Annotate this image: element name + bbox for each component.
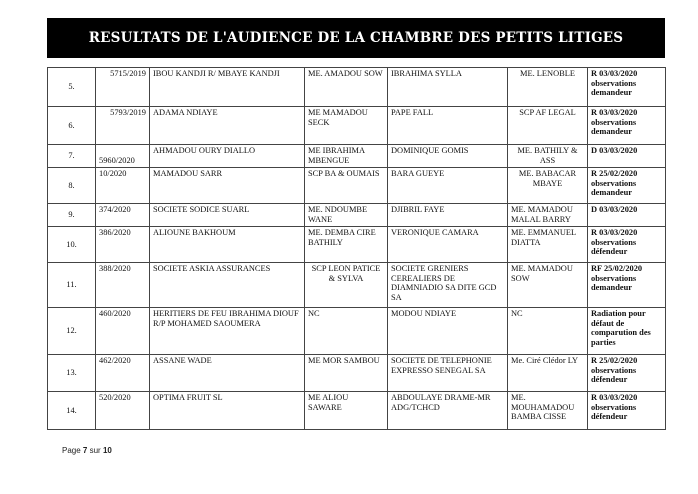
footer-page-number: 7 bbox=[82, 446, 88, 455]
row-number: 6. bbox=[48, 107, 96, 145]
defendant: ABDOULAYE DRAME-MR ADG/TCHCD bbox=[388, 392, 508, 430]
table-row bbox=[48, 308, 666, 355]
row-number: 7. bbox=[48, 145, 96, 168]
table-row bbox=[48, 145, 666, 168]
row-number: 10. bbox=[48, 227, 96, 263]
plaintiff-lawyer: ME MAMADOU SECK bbox=[305, 107, 388, 145]
defendant: SOCIETE GRENIERS CEREALIERS DE DIAMNIADIO SA DITE GCD SA bbox=[388, 263, 508, 308]
defendant-lawyer: SCP AF LEGAL bbox=[508, 107, 588, 145]
defendant: MODOU NDIAYE bbox=[388, 308, 508, 355]
decision: R 03/03/2020 observations défendeur bbox=[588, 392, 666, 430]
row-number: 13. bbox=[48, 355, 96, 392]
defendant: PAPE FALL bbox=[388, 107, 508, 145]
row-number: 14. bbox=[48, 392, 96, 430]
defendant: IBRAHIMA SYLLA bbox=[388, 68, 508, 107]
defendant: VERONIQUE CAMARA bbox=[388, 227, 508, 263]
defendant: DJIBRIL FAYE bbox=[388, 204, 508, 227]
decision: R 03/03/2020 observations demandeur bbox=[588, 68, 666, 107]
case-parties: OPTIMA FRUIT SL bbox=[150, 392, 305, 430]
case-reference: 388/2020 bbox=[96, 263, 150, 308]
defendant-lawyer: NC bbox=[508, 308, 588, 355]
case-parties: SOCIETE SODICE SUARL bbox=[150, 204, 305, 227]
defendant-lawyer: ME. MOUHAMADOU BAMBA CISSE bbox=[508, 392, 588, 430]
results-table bbox=[47, 67, 666, 430]
table-row bbox=[48, 392, 666, 430]
defendant-lawyer: ME. MAMADOU SOW bbox=[508, 263, 588, 308]
page-footer bbox=[62, 446, 112, 455]
defendant: BARA GUEYE bbox=[388, 168, 508, 204]
case-reference: 5960/2020 bbox=[96, 145, 150, 168]
case-reference: 10/2020 bbox=[96, 168, 150, 204]
defendant-lawyer: ME. BABACAR MBAYE bbox=[508, 168, 588, 204]
case-parties: SOCIETE ASKIA ASSURANCES bbox=[150, 263, 305, 308]
row-number: 5. bbox=[48, 68, 96, 107]
table-row bbox=[48, 107, 666, 145]
table-row bbox=[48, 204, 666, 227]
decision: R 25/02/2020 observations défendeur bbox=[588, 355, 666, 392]
defendant-lawyer: ME. LENOBLE bbox=[508, 68, 588, 107]
table-row bbox=[48, 227, 666, 263]
page-title-banner bbox=[47, 18, 665, 58]
table-row bbox=[48, 168, 666, 204]
decision: R 03/03/2020 observations demandeur bbox=[588, 107, 666, 145]
case-reference: 462/2020 bbox=[96, 355, 150, 392]
plaintiff-lawyer: ME. NDOUMBE WANE bbox=[305, 204, 388, 227]
footer-sur-label: sur bbox=[89, 446, 101, 455]
row-number: 9. bbox=[48, 204, 96, 227]
row-number: 8. bbox=[48, 168, 96, 204]
case-parties: IBOU KANDJI R/ MBAYE KANDJI bbox=[150, 68, 305, 107]
defendant-lawyer: ME. MAMADOU MALAL BARRY bbox=[508, 204, 588, 227]
case-reference: 5793/2019 bbox=[96, 107, 150, 145]
decision: D 03/03/2020 bbox=[588, 204, 666, 227]
row-number: 11. bbox=[48, 263, 96, 308]
case-reference: 374/2020 bbox=[96, 204, 150, 227]
case-parties: MAMADOU SARR bbox=[150, 168, 305, 204]
decision: D 03/03/2020 bbox=[588, 145, 666, 168]
plaintiff-lawyer: ME MOR SAMBOU bbox=[305, 355, 388, 392]
case-reference: 460/2020 bbox=[96, 308, 150, 355]
plaintiff-lawyer: SCP LEON PATICE & SYLVA bbox=[305, 263, 388, 308]
decision: R 03/03/2020 observations défendeur bbox=[588, 227, 666, 263]
case-parties: ADAMA NDIAYE bbox=[150, 107, 305, 145]
page-title: RESULTATS DE L'AUDIENCE DE LA CHAMBRE DES PETITS LITIGES bbox=[88, 30, 624, 46]
case-parties: HERITIERS DE FEU IBRAHIMA DIOUF R/P MOHAMED SAOUMERA bbox=[150, 308, 305, 355]
case-parties: ASSANE WADE bbox=[150, 355, 305, 392]
table-row bbox=[48, 68, 666, 107]
footer-page-label: Page bbox=[62, 446, 81, 455]
decision: R 25/02/2020 observations demandeur bbox=[588, 168, 666, 204]
plaintiff-lawyer: SCP BA & OUMAIS bbox=[305, 168, 388, 204]
case-reference: 520/2020 bbox=[96, 392, 150, 430]
case-parties: AHMADOU OURY DIALLO bbox=[150, 145, 305, 168]
case-reference: 5715/2019 bbox=[96, 68, 150, 107]
defendant: DOMINIQUE GOMIS bbox=[388, 145, 508, 168]
row-number: 12. bbox=[48, 308, 96, 355]
plaintiff-lawyer: ME. DEMBA CIRE BATHILY bbox=[305, 227, 388, 263]
defendant-lawyer: ME. BATHILY & ASS bbox=[508, 145, 588, 168]
defendant: SOCIETE DE TELEPHONIE EXPRESSO SENEGAL SA bbox=[388, 355, 508, 392]
defendant-lawyer: ME. EMMANUEL DIATTA bbox=[508, 227, 588, 263]
footer-page-total: 10 bbox=[102, 446, 112, 455]
table-row bbox=[48, 263, 666, 308]
plaintiff-lawyer: NC bbox=[305, 308, 388, 355]
case-reference: 386/2020 bbox=[96, 227, 150, 263]
decision: RF 25/02/2020 observations demandeur bbox=[588, 263, 666, 308]
defendant-lawyer: Me. Ciré Clédor LY bbox=[508, 355, 588, 392]
plaintiff-lawyer: ME ALIOU SAWARE bbox=[305, 392, 388, 430]
plaintiff-lawyer: ME IBRAHIMA MBENGUE bbox=[305, 145, 388, 168]
case-parties: ALIOUNE BAKHOUM bbox=[150, 227, 305, 263]
decision: Radiation pour défaut de comparution des parties bbox=[588, 308, 666, 355]
table-row bbox=[48, 355, 666, 392]
plaintiff-lawyer: ME. AMADOU SOW bbox=[305, 68, 388, 107]
